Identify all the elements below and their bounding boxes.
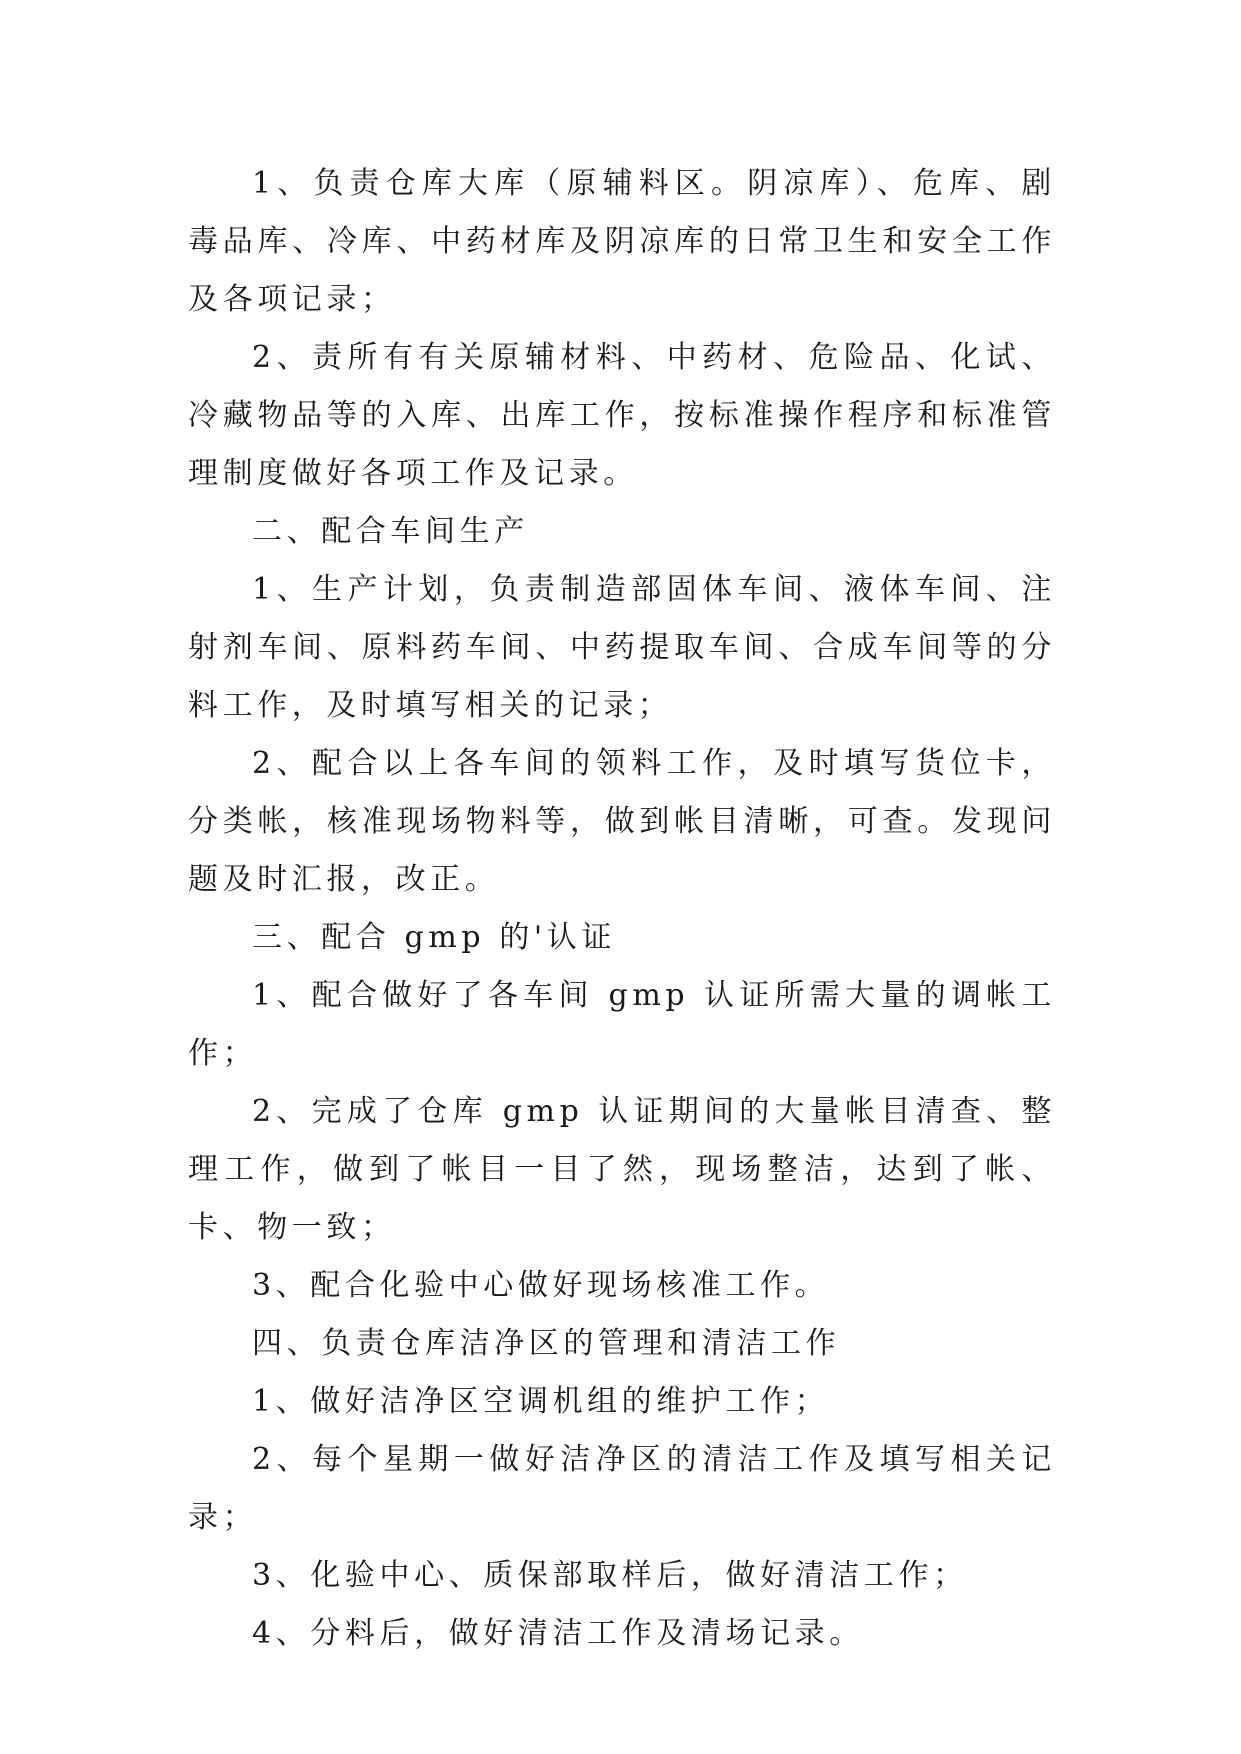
paragraph-material-requisition: 2、配合以上各车间的领料工作，及时填写货位卡，分类帐，核准现场物料等，做到帐目清晰，可查。发现问题及时汇报，改正。	[188, 746, 1056, 897]
paragraph-inbound-outbound: 2、责所有有关原辅材料、中药材、危险品、化试、冷藏物品等的入库、出库工作，按标准操作程序和标准管理制度做好各项工作及记录。	[188, 340, 1056, 491]
paragraph-monday-cleaning: 2、每个星期一做好洁净区的清洁工作及填写相关记录；	[188, 1442, 1056, 1535]
paragraph-gmp-accounts: 1、配合做好了各车间 gmp 认证所需大量的调帐工作；	[188, 978, 1056, 1071]
section-heading-cleanroom: 四、负责仓库洁净区的管理和清洁工作	[252, 1326, 841, 1361]
paragraph-storage-duties: 1、负责仓库大库（原辅料区。阴凉库）、危库、剧毒品库、冷库、中药材库及阴凉库的日常卫生和安全工作及各项记录；	[188, 166, 1056, 317]
paragraph-lab-verification: 3、配合化验中心做好现场核准工作。	[252, 1268, 830, 1303]
document-body	[188, 155, 1056, 1663]
paragraph-sampling-cleaning: 3、化验中心、质保部取样后，做好清洁工作；	[252, 1558, 968, 1593]
paragraph-gmp-warehouse: 2、完成了仓库 gmp 认证期间的大量帐目清查、整理工作，做到了帐目一目了然，现场整洁，达到了帐、卡、物一致；	[188, 1094, 1056, 1245]
paragraph-dispensing-cleaning: 4、分料后，做好清洁工作及清场记录。	[252, 1616, 864, 1651]
paragraph-air-conditioning: 1、做好洁净区空调机组的维护工作；	[252, 1384, 830, 1419]
paragraph-production-plan: 1、生产计划，负责制造部固体车间、液体车间、注射剂车间、原料药车间、中药提取车间、合成车间等的分料工作，及时填写相关的记录；	[188, 572, 1056, 723]
section-heading-gmp-certification: 三、配合 gmp 的'认证	[252, 920, 616, 955]
section-heading-workshop-production: 二、配合车间生产	[252, 514, 529, 549]
